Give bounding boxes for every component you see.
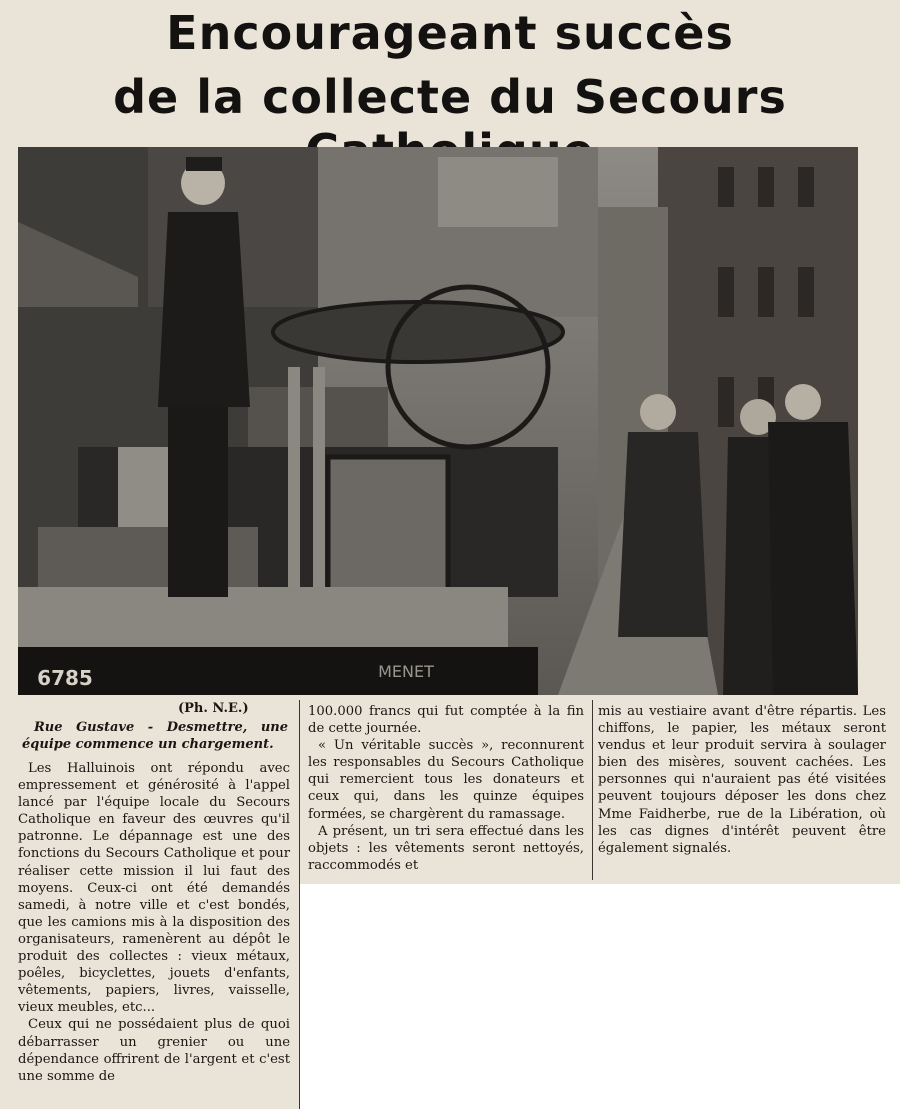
- license-plate: 6785: [37, 666, 93, 690]
- headline-line-2: de la collecte du Secours: [113, 70, 787, 124]
- paragraph: A présent, un tri sera effectué dans les objets : les vêtements seront nettoyés, raccommodés et: [308, 823, 584, 873]
- truck-lettering: MENET: [378, 662, 434, 681]
- article-column-3: [598, 703, 886, 857]
- photo-scene: [18, 147, 858, 695]
- column-rule-2: [592, 700, 593, 880]
- column-rule-1: [299, 700, 300, 1109]
- headline-line-1: Encourageant succès: [166, 6, 734, 60]
- photo-truck-loading: [18, 147, 858, 695]
- article-column-1: [18, 760, 290, 1085]
- paragraph: Les Halluinois ont répondu avec empressement et générosité à l'appel lancé par l'équipe locale du Secours Catholique en faveur des œuvres qu'il patronne. Le dépannage est une des fonctions du Secours Catholique et pour réaliser cette mission il lui faut des moyens. Ceux-ci ont été demandés samedi, à notre ville et c'est bondés, que les camions mis à la disposition des organisateurs, ramenèrent au dépôt le produit des collectes : vieux métaux, poêles, bicyclettes, jouets d'enfants, vêtements, papiers, livres, vaisselle, vieux meubles, etc...: [18, 761, 290, 1016]
- paragraph: Ceux qui ne possédaient plus de quoi débarrasser un grenier ou une dépendance offrirent de l'argent et c'est une somme de: [18, 1017, 290, 1084]
- article-column-2: [308, 703, 584, 874]
- photo-caption: Rue Gustave - Desmettre, une équipe commence un chargement.: [22, 720, 288, 752]
- photo-credit: (Ph. N.E.): [178, 701, 249, 716]
- paragraph: « Un véritable succès », reconnurent les responsables du Secours Catholique qui remercient tous les donateurs et ceux qui, dans les quinze équipes formées, se chargèrent du ramassage.: [308, 738, 584, 822]
- paragraph: mis au vestiaire avant d'être répartis. Les chiffons, le papier, les métaux seront vendus et leur produit servira à soulager bien des misères, souvent cachées. Les personnes qui n'auraient pas été visitées peuvent toujours déposer les dons chez Mme Faidherbe, rue de la Libération, où les cas dignes d'intérêt peuvent être également signalés.: [598, 704, 886, 856]
- paragraph: 100.000 francs qui fut comptée à la fin de cette journée.: [308, 704, 584, 737]
